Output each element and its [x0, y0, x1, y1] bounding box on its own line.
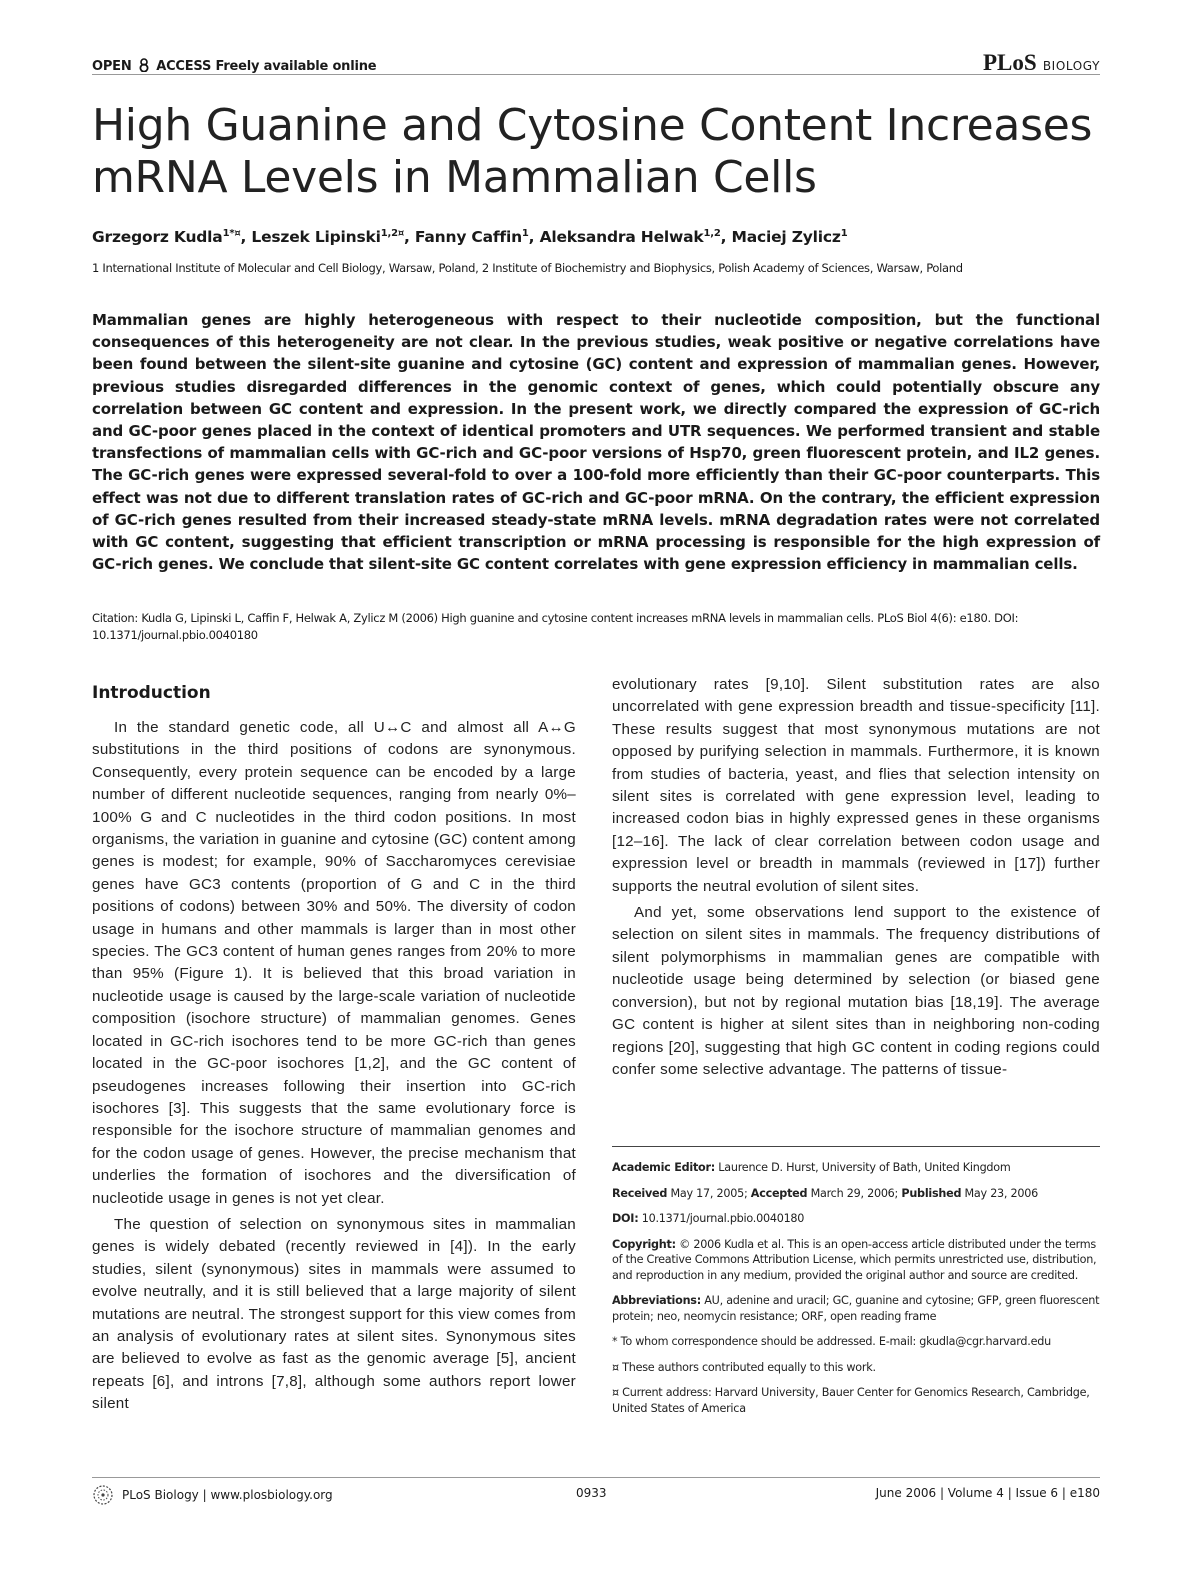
paragraph: And yet, some observations lend support to the existence of selection on silent sites in mammals. The frequency distributions of silent polymorphisms in mammalian genes are compatible with nucleotide usage being determined by selection (or biased gene conversion), but not by regional mutation bias [18,19]. The average GC content is higher at silent sites than in neighboring non-coding regions [20], suggesting that high GC content in coding regions could confer some selective advantage. The patterns of tissue-: [612, 904, 1100, 1078]
dates: Received May 17, 2005; Accepted March 29, 2006; Published May 23, 2006: [612, 1186, 1039, 1200]
article-title: High Guanine and Cytosine Content Increases mRNA Levels in Mammalian Cells: [92, 100, 1093, 203]
author-marks: 1,2¤: [380, 228, 405, 239]
journal-brand: [983, 50, 1100, 76]
abbreviations: Abbreviations: AU, adenine and uracil; GC, guanine and cytosine; GFP, green fluorescent protein; neo, neomycin resistance; ORF, open reading frame: [612, 1294, 1100, 1323]
section-heading-introduction: Introduction: [92, 683, 211, 703]
right-column: [612, 674, 1100, 1085]
author-name: Fanny Caffin: [414, 228, 522, 247]
doi: DOI: 10.1371/journal.pbio.0040180: [612, 1212, 805, 1225]
journal-section: BIOLOGY: [1042, 59, 1100, 73]
equal-contribution: ¤ These authors contributed equally to this work.: [612, 1360, 876, 1374]
current-address: ¤ Current address: Harvard University, Bauer Center for Genomics Research, Cambridge, United States of America: [612, 1386, 1090, 1415]
paragraph: In the standard genetic code, all U↔C and almost all A↔G substitutions in the third positions of codons are synonymous. Consequently, every protein sequence can be encoded by a large number of different nucleotide sequences, ranging from nearly 0%–100% G and C nucleotides in the third codon positions. In most organisms, the variation in guanine and cytosine (GC) content among genes is modest; for example, 90% of Saccharomyces cerevisiae genes have GC3 contents (proportion of G and C in the third positions of codons) between 30% and 50%. The diversity of codon usage in humans and other mammals is larger than in most other species. The GC3 content of human genes ranges from 20% to more than 95% (Figure 1). It is believed that this broad variation in nucleotide usage is caused by the large-scale variation of nucleotide composition (isochore structure) of mammalian genomes. Genes located in GC-rich isochores tend to be more GC-rich than genes located in the GC-poor isochores [1,2], and the GC content of pseudogenes increases following their insertion into GC-rich isochores [3]. This suggests that the same evolutionary force is responsible for the isochore structure of mammalian genomes and for the codon usage of genes. However, the precise mechanism that underlies the formation of isochores and the diversification of nucleotide usage in genes is not yet clear.: [92, 719, 576, 1207]
abstract: Mammalian genes are highly heterogeneous with respect to their nucleotide composition, but the functional consequences of this heterogeneity are not clear. In the previous studies, weak positive or negative correlations have been found between the silent-site guanine and cytosine (GC) content and expression of mammalian genes. However, previous studies disregarded differences in the genomic context of genes, which could potentially obscure any correlation between GC content and expression. In the present work, we directly compared the expression of GC-rich and GC-poor genes placed in the context of identical promoters and UTR sequences. We performed transient and stable transfections of mammalian cells with GC-rich and GC-poor versions of Hsp70, green fluorescent protein, and IL2 genes. The GC-rich genes were expressed several-fold to over a 100-fold more efficiently than their GC-poor counterparts. This effect was not due to different translation rates of GC-rich and GC-poor mRNA. On the contrary, the efficient expression of GC-rich genes resulted from their increased steady-state mRNA levels. mRNA degradation rates were not correlated with GC content, suggesting that efficient transcription or mRNA processing is responsible for the high expression of GC-rich genes. We conclude that silent-site GC content correlates with gene expression efficiency in mammalian cells.: [92, 311, 1100, 574]
author-list: Grzegorz Kudla$^{1*¤}$, Leszek Lipinski$^{1,2¤}$, Fanny Caffin$^1$, Aleksandra Helwak$^{1,2}$, Maciej Zylicz$^1$: [92, 228, 848, 247]
copyright: Copyright: © 2006 Kudla et al. This is an open-access article distributed under the terms of the Creative Commons Attribution License, which permits unrestricted use, distribution, and reproduction in any medium, provided the original author and source are credited.: [612, 1237, 1097, 1282]
affiliations: 1 International Institute of Molecular and Cell Biology, Warsaw, Poland, 2 Institute of Biochemistry and Biophysics, Polish Academy of Sciences, Warsaw, Poland: [92, 261, 963, 275]
notes-divider: [612, 1146, 1100, 1147]
open-label: OPEN: [92, 59, 132, 74]
footer-journal-text: PLoS Biology | www.plosbiology.org: [122, 1488, 333, 1502]
article-notes: [612, 1160, 1100, 1426]
open-access-banner: [92, 58, 376, 74]
author-marks: 1: [840, 228, 848, 239]
author-marks: 1,2: [703, 228, 721, 239]
plos-globe-icon: [92, 1484, 114, 1506]
page-number: 0933: [576, 1486, 607, 1500]
author-name: Maciej Zylicz: [731, 228, 841, 247]
access-label: ACCESS Freely available online: [156, 59, 377, 74]
author-marks: 1*¤: [222, 228, 241, 239]
paragraph: The question of selection on synonymous sites in mammalian genes is widely debated (recently reviewed in [4]). In the early studies, silent (synonymous) sites in mammals were assumed to evolve neutrally, and it is still believed that a large majority of silent mutations are neutral. The strongest support for this view comes from an analysis of evolutionary rates at silent sites. Synonymous sites are believed to evolve as fast as the genomic average [5], ancient repeats [6], and introns [7,8], although some authors report lower silent: [92, 1215, 576, 1413]
left-column: [92, 717, 576, 1420]
footer-divider: [92, 1477, 1100, 1478]
open-lock-icon: [138, 58, 150, 72]
author-name: Leszek Lipinski: [251, 228, 381, 247]
author-name: Aleksandra Helwak: [539, 228, 704, 247]
issue-info: June 2006 | Volume 4 | Issue 6 | e180: [875, 1486, 1100, 1500]
correspondence: * To whom correspondence should be addressed. E-mail: gkudla@cgr.harvard.edu: [612, 1335, 1051, 1348]
footer-journal: [92, 1484, 333, 1506]
paragraph: evolutionary rates [9,10]. Silent substitution rates are also uncorrelated with gene expression breadth and tissue-specificity [11]. These results suggest that most synonymous mutations are not opposed by purifying selection in mammals. Furthermore, it is known from studies of bacteria, yeast, and flies that selection intensity on silent sites is correlated with gene expression level, leading to increased codon bias in highly expressed genes in these organisms [12–16]. The lack of clear correlation between codon usage and expression level or breadth in mammals (reviewed in [17]) further supports the neutral evolution of silent sites.: [612, 676, 1100, 895]
author-marks: 1: [521, 228, 529, 239]
plos-logo: PLoS: [982, 50, 1037, 75]
header-divider: [92, 74, 1100, 75]
author-name: Grzegorz Kudla: [92, 228, 223, 247]
academic-editor: Academic Editor: Laurence D. Hurst, University of Bath, United Kingdom: [612, 1161, 1011, 1174]
citation: Citation: Kudla G, Lipinski L, Caffin F, Helwak A, Zylicz M (2006) High guanine and cytosine content increases mRNA levels in mammalian cells. PLoS Biol 4(6): e180. DOI: 10.1371/journal.pbio.0040180: [92, 611, 1019, 642]
